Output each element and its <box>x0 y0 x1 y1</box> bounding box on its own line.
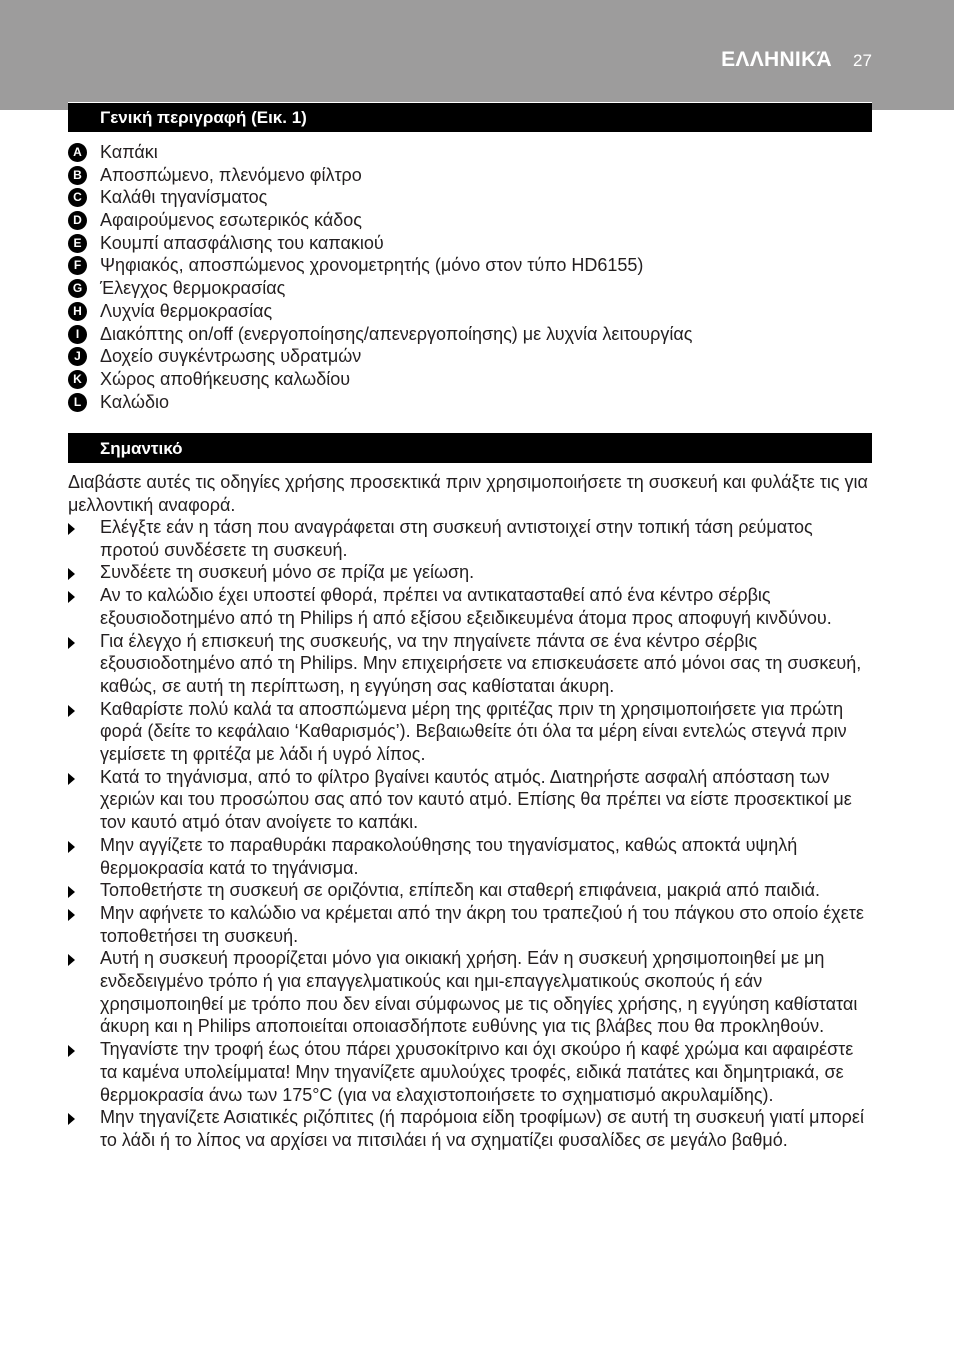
letter-badge: D <box>68 211 87 230</box>
list-item <box>68 834 872 879</box>
legend-item <box>68 368 872 391</box>
legend-text: Ψηφιακός, αποσπώμενος χρονομετρητής (μόνο στον τύπο HD6155) <box>100 255 644 276</box>
letter-badge: B <box>68 166 87 185</box>
parts-legend <box>68 141 872 413</box>
bullet-arrow-icon <box>68 523 75 535</box>
bullet-arrow-icon <box>68 909 75 921</box>
section-title: Γενική περιγραφή (Εικ. 1) <box>100 108 307 127</box>
list-item-text: Κατά το τηγάνισμα, από το φίλτρο βγαίνει καυτός ατμός. Διατηρήστε ασφαλή απόσταση των χεριών και του προσώπου σας από τον καυτό ατμό. Επίσης θα πρέπει να είστε προσεκτικοί με τον καυτό ατμό όταν ανοίγετε το καπάκι. <box>100 766 852 833</box>
section-title: Σημαντικό <box>100 439 183 458</box>
list-item-text: Συνδέετε τη συσκευή μόνο σε πρίζα με γείωση. <box>100 562 475 583</box>
list-item <box>68 1038 872 1106</box>
list-item <box>68 766 872 834</box>
legend-text: Καπάκι <box>100 142 158 162</box>
legend-text: Καλάθι τηγανίσματος <box>100 187 268 208</box>
legend-item <box>68 164 872 187</box>
list-item-text: Τοποθετήστε τη συσκευή σε οριζόντια, επίπεδη και σταθερή επιφάνεια, μακριά από παιδιά. <box>100 880 821 901</box>
bullet-arrow-icon <box>68 591 75 603</box>
legend-item <box>68 254 872 277</box>
list-item-text: Αν το καλώδιο έχει υποστεί φθορά, πρέπει να αντικατασταθεί από ένα κέντρο σέρβις εξουσιοδοτημένο από τη Philips ή από εξίσου εξειδικευμένα άτομα προς αποφυγή κινδύνου. <box>100 585 832 628</box>
legend-text: Λυχνία θερμοκρασίας <box>100 300 273 321</box>
bullet-arrow-icon <box>68 773 75 785</box>
list-item-text: Τηγανίστε την τροφή έως ότου πάρει χρυσοκίτρινο και όχι σκούρο ή καφέ χρώμα και αφαιρέστε τα καμένα υπολείμματα! Μην τηγανίζετε αμυλούχες τροφές, ειδικά πατάτες και δημητριακά, σε θερμοκρασία άνω των 175°C (για να ελαχιστοποιήσετε το σχηματισμό ακρυλαμίδης). <box>100 1039 854 1105</box>
list-item-text: Μην τηγανίζετε Ασιατικές ριζόπιτες (ή παρόμοια είδη τροφίμων) σε αυτή τη συσκευή γιατί μπορεί το λάδι ή το λίπος να αρχίσει να πιτσιλάει ή να σχηματίζει φυσαλίδες σε μεγάλο βαθμό. <box>100 1107 864 1150</box>
legend-item <box>68 323 872 346</box>
bullet-arrow-icon <box>68 705 75 717</box>
language-label: ΕΛΛΗΝΙΚΆ <box>721 48 832 71</box>
legend-text: Δοχείο συγκέντρωσης υδρατμών <box>100 346 362 367</box>
letter-badge: H <box>68 302 87 321</box>
list-item-text: Μην αφήνετε το καλώδιο να κρέμεται από την άκρη του τραπεζιού ή του πάγκου στο οποίο έχετε τοποθετήσει τη συσκευή. <box>100 902 864 946</box>
section-header-general <box>68 102 872 132</box>
letter-badge: A <box>68 143 87 162</box>
list-item <box>68 879 872 902</box>
list-item <box>68 630 872 698</box>
legend-text: Καλώδιο <box>100 391 170 412</box>
section-header-important <box>68 433 872 463</box>
list-item-text: Καθαρίστε πολύ καλά τα αποσπώμενα μέρη της φριτέζας πριν τη χρησιμοποιήσετε για πρώτη φορά (δείτε το κεφάλαιο ‘Καθαρισμός’). Βεβαιωθείτε ότι όλα τα μέρη είναι εντελώς στεγνά πριν γεμίσετε τη φριτέζα με λάδι ή υγρό λίπος. <box>100 698 847 765</box>
list-item-text: Μην αγγίζετε το παραθυράκι παρακολούθησης του τηγανίσματος, καθώς αποκτά υψηλή θερμοκρασία κατά το τηγάνισμα. <box>100 834 798 878</box>
bullet-arrow-icon <box>68 1113 75 1125</box>
bullet-arrow-icon <box>68 637 75 649</box>
list-item <box>68 698 872 766</box>
list-item <box>68 902 872 947</box>
list-item <box>68 584 872 629</box>
letter-badge: I <box>68 325 87 344</box>
legend-item <box>68 232 872 255</box>
letter-badge: C <box>68 188 87 207</box>
safety-list <box>68 516 872 1152</box>
letter-badge: F <box>68 256 87 275</box>
bullet-arrow-icon <box>68 568 75 580</box>
letter-badge: E <box>68 234 87 253</box>
legend-text: Διακόπτης on/off (ενεργοποίησης/απενεργοποίησης) με λυχνία λειτουργίας <box>100 323 693 344</box>
legend-item <box>68 345 872 368</box>
letter-badge: G <box>68 279 87 298</box>
legend-text: Κουμπί απασφάλισης του καπακιού <box>100 232 384 253</box>
letter-badge: K <box>68 370 87 389</box>
legend-item <box>68 186 872 209</box>
bullet-arrow-icon <box>68 841 75 853</box>
list-item-text: Για έλεγχο ή επισκευή της συσκευής, να την πηγαίνετε πάντα σε ένα κέντρο σέρβις εξουσιοδοτημένο από τη Philips. Μην επιχειρήσετε να επισκευάσετε από μόνοι σας τη συσκευή, καθώς, σε αυτή τη περίπτωση, η εγγύηση σας καθίσταται άκυρη. <box>100 630 862 696</box>
legend-item <box>68 391 872 414</box>
legend-item <box>68 277 872 300</box>
legend-text: Αποσπώμενο, πλενόμενο φίλτρο <box>100 164 362 185</box>
list-item <box>68 516 872 561</box>
list-item-text: Ελέγξτε εάν η τάση που αναγράφεται στη συσκευή αντιστοιχεί στην τοπική τάση ρεύματος προτού συνδέσετε τη συσκευή. <box>100 517 813 560</box>
legend-text: Αφαιρούμενος εσωτερικός κάδος <box>100 210 362 231</box>
legend-item <box>68 209 872 232</box>
list-item <box>68 1106 872 1151</box>
legend-item <box>68 141 872 164</box>
legend-item <box>68 300 872 323</box>
legend-text: Έλεγχος θερμοκρασίας <box>100 278 286 299</box>
letter-badge: L <box>68 393 87 412</box>
intro-paragraph: Διαβάστε αυτές τις οδηγίες χρήσης προσεκτικά πριν χρησιμοποιήσετε τη συσκευή και φυλάξτε τις για μελλοντική αναφορά. <box>68 472 868 515</box>
letter-badge: J <box>68 347 87 366</box>
bullet-arrow-icon <box>68 954 75 966</box>
page-number: 27 <box>853 51 872 70</box>
list-item-text: Αυτή η συσκευή προορίζεται μόνο για οικιακή χρήση. Εάν η συσκευή χρησιμοποιηθεί με μη ενδεδειγμένο τρόπο ή για επαγγελματικούς και ημι-επαγγελματικούς σκοπούς ή εάν χρησιμοποιηθεί με τρόπο που δεν είναι σύμφωνος με τις οδηγίες χρήσης, η εγγύηση καθίσταται άκυρη και η Philips αποποιείται οποιασδήποτε ευθύνης για τις βλάβες που θα προκληθούν. <box>100 948 858 1037</box>
bullet-arrow-icon <box>68 1045 75 1057</box>
legend-text: Χώρος αποθήκευσης καλωδίου <box>100 368 351 389</box>
list-item <box>68 561 872 584</box>
bullet-arrow-icon <box>68 886 75 898</box>
list-item <box>68 947 872 1038</box>
